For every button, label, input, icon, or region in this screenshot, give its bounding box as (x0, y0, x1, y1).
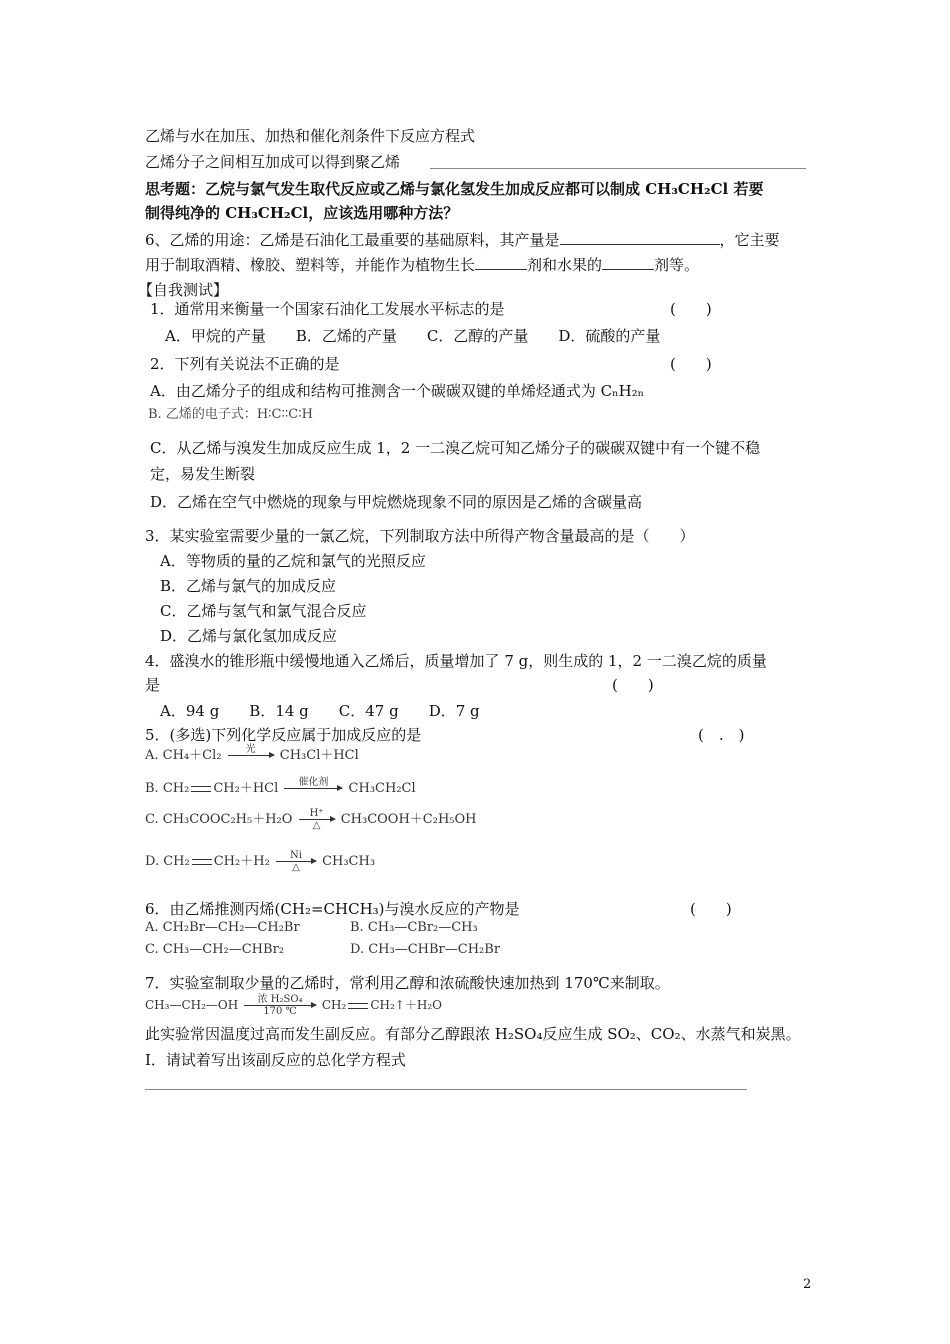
q3-option-a: A．等物质的量的乙烷和氯气的光照反应 (160, 552, 426, 570)
q4-options: A．94 g B．14 g C．47 g D．7 g (160, 702, 480, 720)
arrow-heat-label: △ (312, 820, 321, 831)
q7-eq-right1: CH₂ (321, 998, 347, 1012)
q5-d-right: CH₃CH₃ (322, 854, 376, 869)
q5-c-left: C. CH₃COOC₂H₅＋H₂O (145, 812, 293, 827)
q3-option-c: C．乙烯与氢气和氯气混合反应 (160, 602, 367, 620)
think-question-line1: 思考题：乙烷与氯气发生取代反应或乙烯与氯化氢发生加成反应都可以制成 CH₃CH₂Cl 若要 (145, 180, 764, 198)
double-bond (348, 1003, 368, 1009)
q3-option-b: B．乙烯与氯气的加成反应 (160, 577, 337, 595)
arrow-catalyst (284, 777, 342, 800)
q5-d-left1: D. CH₂ (145, 854, 190, 869)
q5-d-left2: CH₂＋H₂ (213, 854, 270, 869)
q6-option-b: B. CH₃—CBr₂—CH₃ (350, 920, 478, 935)
q5-paren: ( . ) (698, 726, 745, 744)
q7-eq-right2: CH₂↑＋H₂O (370, 998, 442, 1012)
q6-option-c: C. CH₃—CH₂—CHBr₂ (145, 942, 285, 957)
use-text-c: 用于制取酒精、橡胶、塑料等，并能作为植物生长 (145, 256, 476, 274)
q7-eq-left: CH₃—CH₂—OH (145, 998, 239, 1012)
q1-stem: 1．通常用来衡量一个国家石油化工发展水平标志的是 (150, 300, 505, 318)
arrow-light-label: 光 (245, 744, 256, 755)
self-test-heading: 【自我测试】 (138, 281, 229, 299)
q7-equation (145, 994, 442, 1017)
arrow-temp-label: 170 ℃ (263, 1006, 297, 1017)
arrow-sulfuric-label: 浓 H₂SO₄ (257, 994, 303, 1005)
q4-stem2: 是 (145, 676, 161, 694)
use-text-b: ，它主要 (719, 231, 780, 249)
arrow-sulfuric (244, 994, 316, 1017)
q5-c-right: CH₃COOH＋C₂H₅OH (340, 812, 477, 827)
q5-b-right: CH₃CH₂Cl (348, 781, 416, 796)
q6-option-d: D. CH₃—CHBr—CH₂Br (350, 942, 501, 957)
q6-paren: ( ) (690, 900, 732, 918)
q5-a-left: A. CH₄＋Cl₂ (145, 748, 222, 763)
q5-a-right: CH₃Cl＋HCl (279, 748, 359, 763)
blank-growth (475, 255, 527, 270)
line-polyethylene: 乙烯分子之间相互加成可以得到聚乙烯 (145, 153, 401, 171)
q4-stem: 4．盛溴水的锥形瓶中缓慢地通入乙烯后，质量增加了 7 g，则生成的 1，2 一二溴乙烷的质量 (145, 652, 767, 670)
use-text-a: 6、乙烯的用途：乙烯是石油化工最重要的基础原料，其产量是 (145, 231, 560, 249)
q2-option-b: B. 乙烯的电子式：H∶C∶∶C∶H (148, 407, 313, 422)
think-question-line2: 制得纯净的 CH₃CH₂Cl，应该选用哪种方法？ (145, 204, 459, 222)
q7-answer-line (145, 1089, 747, 1090)
q2-option-d: D．乙烯在空气中燃烧的现象与甲烷燃烧现象不同的原因是乙烯的含碳量高 (150, 493, 643, 511)
q1-paren: ( ) (670, 300, 712, 318)
arrow-ni-heat (276, 850, 316, 873)
q7-stem: 7．实验室制取少量的乙烯时，常利用乙醇和浓硫酸快速加热到 170℃来制取。 (145, 974, 670, 992)
use-text-e: 剂等。 (654, 256, 700, 274)
q6-stem: 6．由乙烯推测丙烯(CH₂=CHCH₃)与溴水反应的产物是 (145, 900, 520, 918)
blank-production (560, 230, 720, 245)
q5-b-left2: CH₂＋HCl (213, 781, 279, 796)
page-number: 2 (803, 1277, 812, 1292)
double-bond (192, 859, 212, 865)
q4-paren: ( ) (612, 676, 654, 694)
q2-option-c-line2: 定，易发生断裂 (150, 465, 256, 483)
use-line2 (145, 255, 699, 275)
q5-b-left1: B. CH₂ (145, 781, 190, 796)
q7-description: 此实验常因温度过高而发生副反应。有部分乙醇跟浓 H₂SO₄反应生成 SO₂、CO₂、水蒸气和炭黑。 (145, 1025, 801, 1043)
q5-option-a (145, 744, 359, 767)
arrow-light (228, 744, 274, 767)
q3-option-d: D．乙烯与氯化氢加成反应 (160, 627, 338, 645)
arrow-acid-heat (299, 808, 335, 831)
q2-paren: ( ) (670, 355, 712, 373)
arrow-catalyst-label: 催化剂 (298, 777, 329, 788)
use-text-d: 剂和水果的 (527, 256, 603, 274)
answer-line-1 (430, 168, 806, 169)
blank-fruit (602, 255, 654, 270)
q5-stem: 5．(多选)下列化学反应属于加成反应的是 (145, 726, 422, 744)
q2-option-a: A．由乙烯分子的组成和结构可推测含一个碳碳双键的单烯烃通式为 CₙH₂ₙ (150, 382, 645, 400)
arrow-ni-heat-label: △ (292, 862, 300, 873)
line-ethylene-water: 乙烯与水在加压、加热和催化剂条件下反应方程式 (145, 127, 476, 145)
q2-stem: 2．下列有关说法不正确的是 (150, 355, 340, 373)
q2-option-c-line1: C．从乙烯与溴发生加成反应生成 1，2 一二溴乙烷可知乙烯分子的碳碳双键中有一个键不稳 (150, 439, 761, 457)
q5-option-c (145, 808, 477, 831)
arrow-ni-label: Ni (289, 850, 302, 861)
use-line1 (145, 230, 780, 250)
q5-option-d (145, 850, 375, 873)
q5-option-b (145, 777, 416, 800)
q7-sub-question: I．请试着写出该副反应的总化学方程式 (145, 1051, 406, 1069)
double-bond (191, 786, 211, 792)
q6-option-a: A. CH₂Br—CH₂—CH₂Br (145, 920, 300, 935)
q3-stem: 3．某实验室需要少量的一氯乙烷，下列制取方法中所得产物含量最高的是（ ） (145, 527, 695, 545)
arrow-acid-label: H⁺ (309, 808, 324, 819)
q1-options: A．甲烷的产量 B．乙烯的产量 C．乙醇的产量 D．硫酸的产量 (165, 327, 661, 345)
